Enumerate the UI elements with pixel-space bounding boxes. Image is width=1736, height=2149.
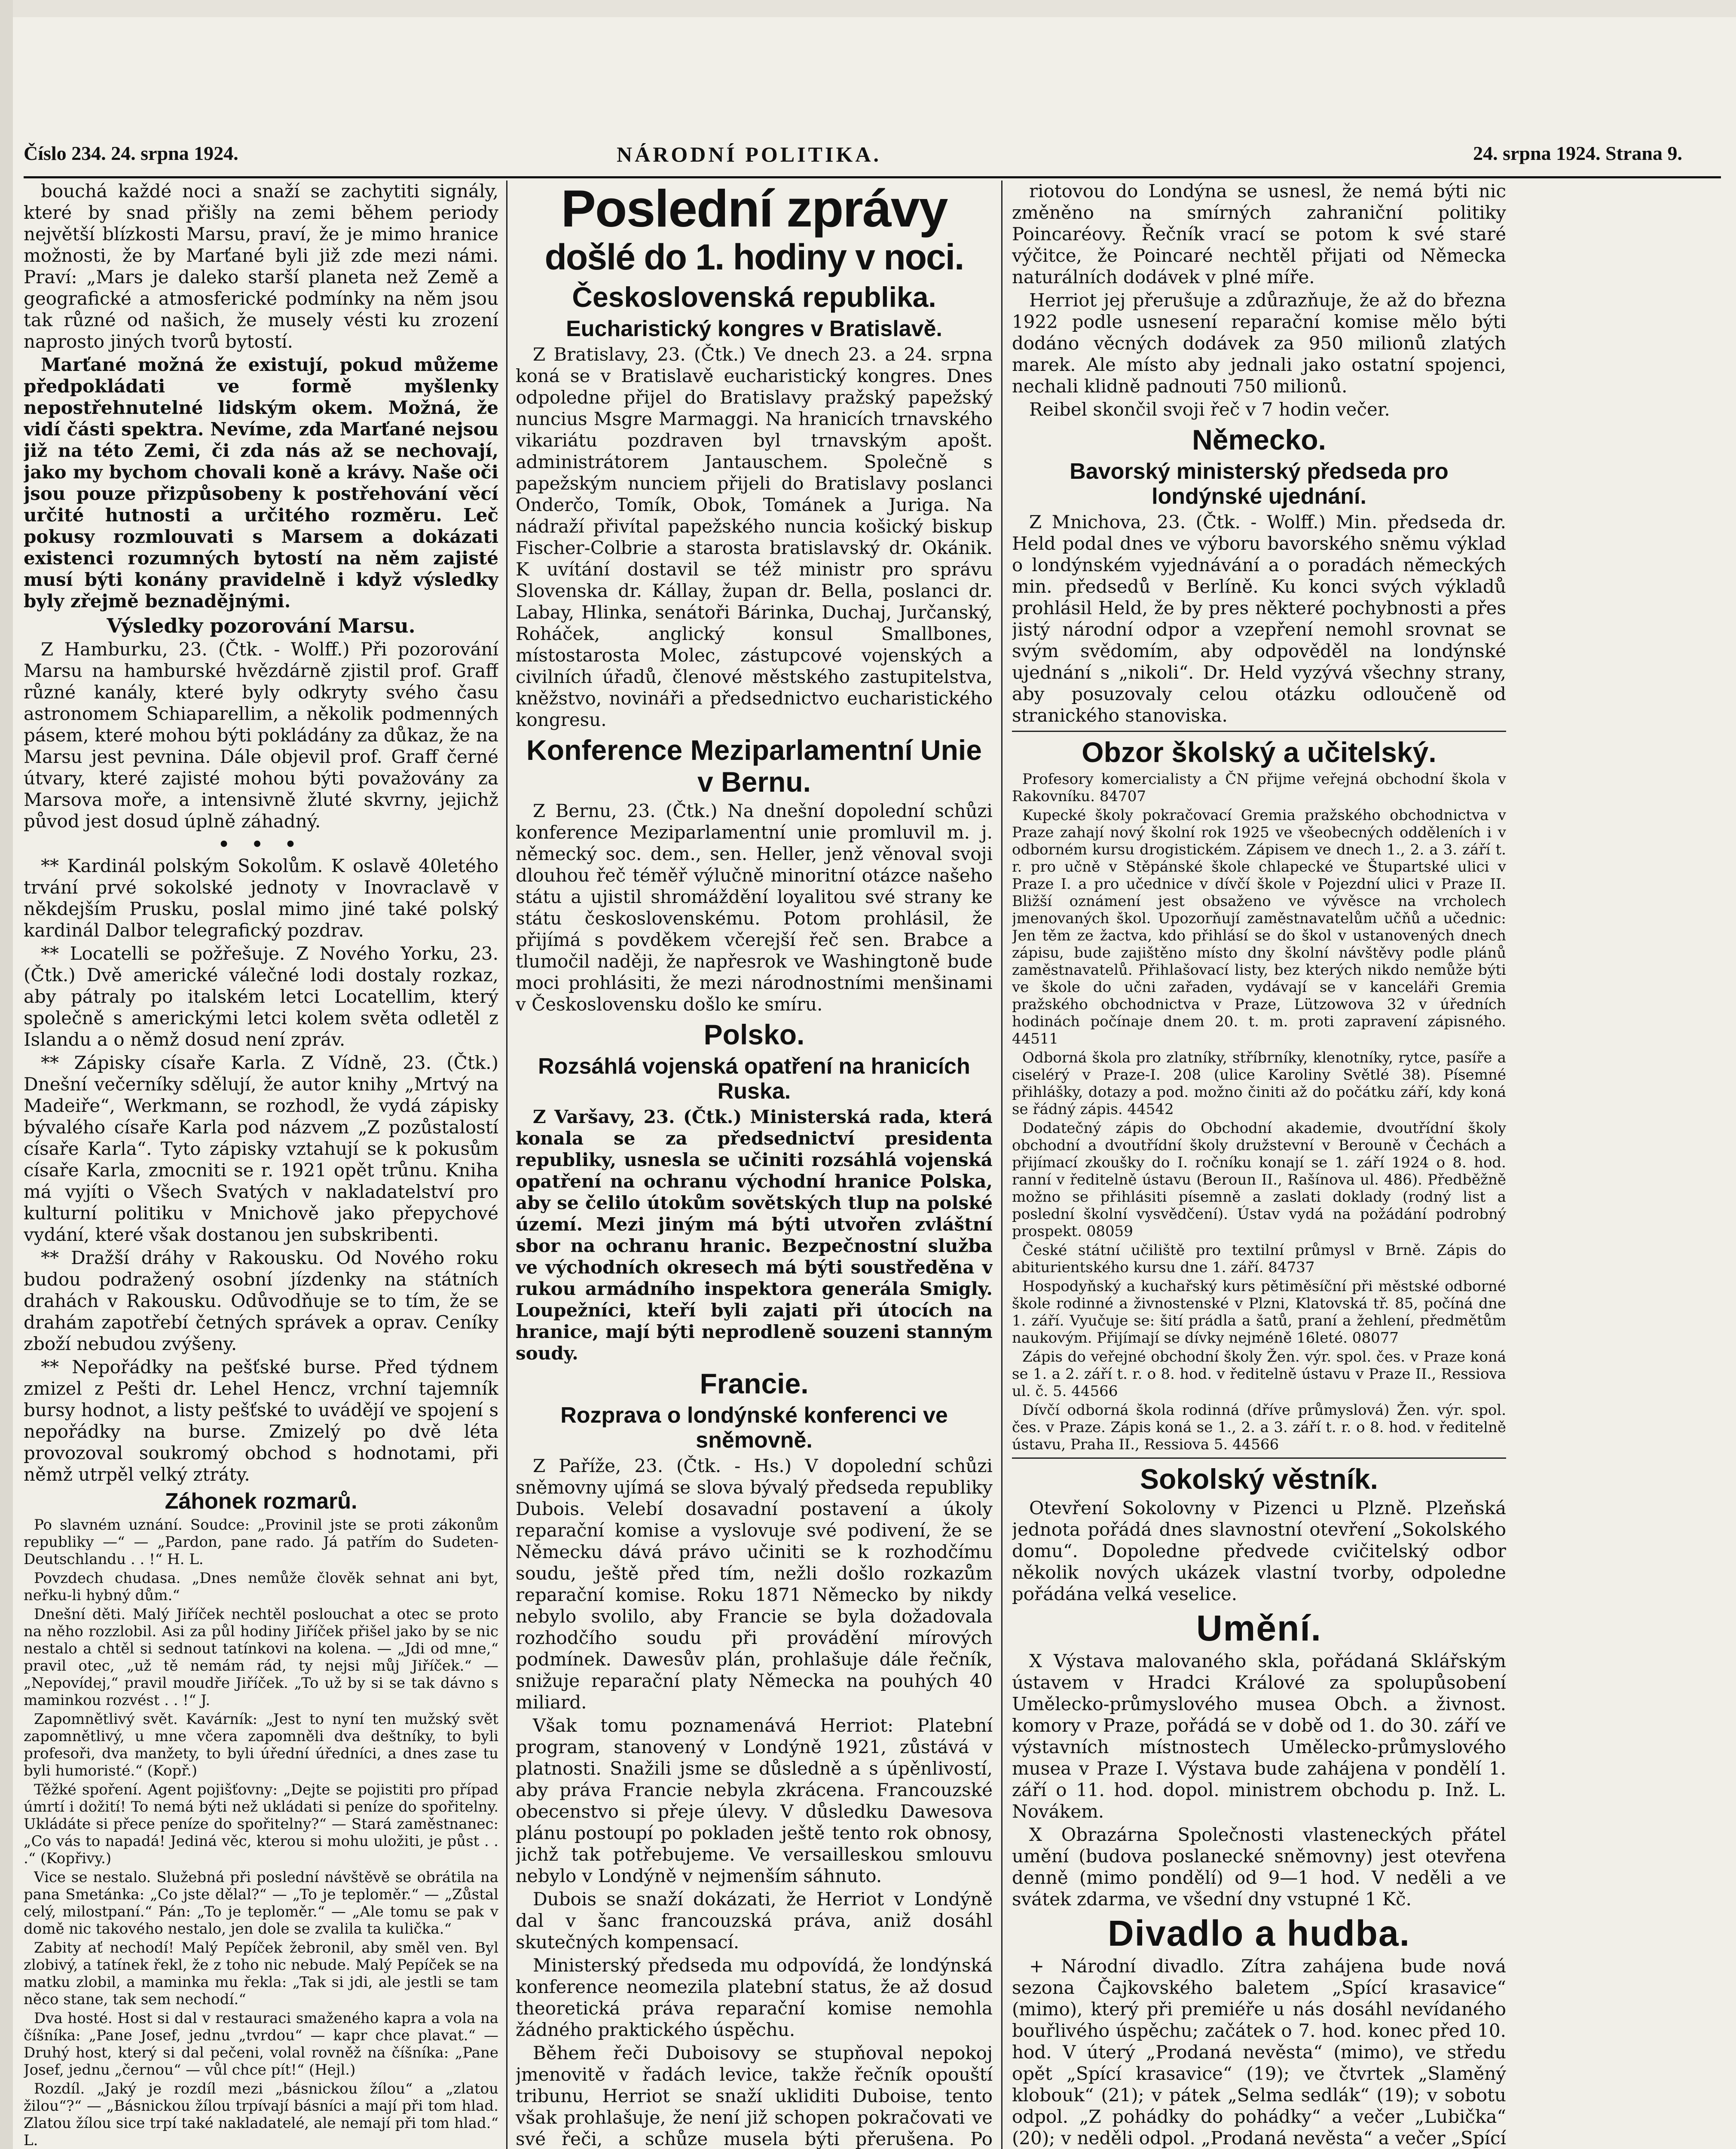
article-paragraph: Herriot jej přerušuje a zdůrazňuje, že až do března 1922 podle usnesení reparační komise mělo býti dodáno věcných dodávek za 950 milionů zlatých marek. Ale místo aby jednali jako ostatní spojenci, nechali klidně padnouti 750 milionů. [1012, 290, 1506, 397]
separator-dots: • • • [218, 834, 304, 855]
article-paragraph: Z Mnichova, 23. (Čtk. - Wolff.) Min. předseda dr. Held podal dnes ve výboru bavorského sněmu výklad o londýnském vyjednávání a o poradách německých min. předsedů v Berlíně. Ku konci svých výkladů prohlásil Held, že by pres některé pochybnosti a přes jistý národní odpor a vzepření nemohl srovnat se svým svědomím, aby odpověděl na londýnské ujednání s „nikoli“. Dr. Held vyzývá všechny strany, aby posuzovaly celou otázku odloučeně od stranického stanoviska. [1012, 511, 1506, 726]
school-ad: Dívčí odborná škola rodinná (dříve průmyslová) Žen. výr. spol. čes. v Praze. Zápis koná se 1., 2. a 3. září t. r. o 8. hod. v ředitelně ústavu, Praha II., Ressiova 5. 44566 [1012, 1402, 1506, 1453]
article-paragraph: X Obrazárna Společnosti vlasteneckých přátel umění (budova poslanecké sněmovny) jest otevřena denně (mimo pondělí) od 9—1 hod. V neděli a ve svátek zdarma, ve všední dny vstupné 1 Kč. [1012, 1824, 1506, 1910]
school-ad: České státní učiliště pro textilní průmysl v Brně. Zápis do abiturientského kursu dne 1. září. 84737 [1012, 1242, 1506, 1276]
joke-item: Rozdíl. „Jaký je rozdíl mezi „básnickou žílou“ a „zlatou žilou“?“ — „Básnickou žílou trpívají básníci a mají při tom hlad. Zlatou žílou sice trpí také nakladatelé, ale nemají při tom hlad.“ L. [24, 2080, 498, 2149]
article-paragraph: Dubois se snaží dokázati, že Herriot v Londýně dal v šanc francouzská práva, aniž dosáhl skutečných kompensací. [516, 1889, 993, 1953]
joke-item: Zapomnětlivý svět. Kavárník: „Jest to nyní ten mužský svět zapomnětlivý, u mne včera zapomněli dva deštníky, to byli profesoři, dva manžety, to byli úřední úředníci, a dnes zase tu byli humoristé.“ (Kopř.) [24, 1711, 498, 1779]
article-paragraph: + Národní divadlo. Zítra zahájena bude nová sezona Čajkovského baletem „Spící krasavice“ (mimo), který při premiéře u nás dosáhl nevídaného bouřlivého úspěchu; začátek o 7. hod. konec před 10. hod. V úterý „Prodaná nevěsta“ (mimo), ve středu opět „Spící krasavice“ (19); ve čtvrtek „Slaměný klobouk“ (21); v pátek „Selma sedlák“ (19); v sobotu odpol. „Z pohádky do pohádky“ a večer „Lubička“ (20); v neděli odpol. „Prodaná nevěsta“ a večer „Spící [1012, 1956, 1506, 2149]
newspaper-title: NÁRODNÍ POLITIKA. [617, 142, 881, 166]
main-headline: Poslední zprávy [561, 181, 947, 238]
column-right [1012, 181, 1506, 2149]
article-paragraph: Reibel skončil svoji řeč v 7 hodin večer. [1029, 399, 1390, 420]
article-paragraph: Však tomu poznamenává Herriot: Platební program, stanovený v Londýně 1921, zůstává v platnosti. Snažili jsme se důsledně a s úpěnlivostí, aby práva Francie nebyla zkrácena. Francouzské obecenstvo si přeje úlevy. V důsledku Dawesova plánu postoupí po pokladen ještě tento rok obnosy, jichž tak potřebujeme. Ve versailleskou smlouvu nebylo v Londýně v nejmenším sáhnuto. [516, 1715, 993, 1886]
page-top-edge [0, 0, 1736, 17]
section-heading: Umění. [1196, 1608, 1322, 1648]
article-heading: Eucharistický kongres v Bratislavě. [566, 316, 942, 341]
section-heading: Obzor školský a učitelský. [1082, 736, 1436, 768]
article-paragraph: Ministerský předseda mu odpovídá, že londýnská konference neomezila platební status, že až dosud theoretická práva reparační komise nemohla žádného praktického úspěchu. [516, 1955, 993, 2040]
school-ad: Odborná škola pro zlatníky, stříbrníky, klenotníky, rytce, pasíře a ciselérý v Praze-I. 208 (ulice Karoliny Světlé 38). Písemné přihlášky, dotazy a pod. možno činiti až do počátku září, kdy koná se řádný zápis. 44542 [1012, 1049, 1506, 1118]
school-ads [1012, 771, 1506, 1453]
main-subheadline: došlé do 1. hodiny v noci. [544, 237, 964, 277]
section-heading: Výsledky pozorování Marsu. [107, 614, 416, 637]
article-paragraph: Z Varšavy, 23. (Čtk.) Ministerská rada, která konala se za předsednictví presidenta republiky, usnesla se učiniti rozsáhlá vojenská opatření na ochranu východní hranice Polska, aby se čelilo útokům sovětských tlup na polské území. Mezi jiným má býti utvořen zvláštní sbor na ochranu hranic. Bezpečnostní služba ve východních okresech má býti soustředěna v rukou armádního inspektora generála Smigly. Loupežníci, kteří byli zajati při útocích na hranice, mají býti neprodleně souzeni stanným soudy. [516, 1106, 993, 1364]
school-ad: Profesory komercialisty a ČN přijme veřejná obchodní škola v Rakovníku. 84707 [1012, 771, 1506, 805]
divider [1012, 731, 1506, 732]
divider [1012, 1457, 1506, 1459]
joke-item: Vice se nestalo. Služebná při poslední návštěvě se obrátila na pana Smetánka: „Co jste dělal?“ — „To je teploměr.“ — „Zůstal celý, milostpaní.“ Pán: „To je teploměr.“ — „Ale tomu se pak v domě nic takového nestalo, jen dole se zvalila ta kulička.“ [24, 1869, 498, 1938]
article-paragraph: Během řeči Duboisovy se stupňoval nepokoj jmenovitě v řadách levice, takže řečník opouští tribunu, Herriot se snaží ukliditi Duboise, tento však prohlašuje, že není již schopen pokračovati ve své řeči, a schůze musela býti přerušena. Po [516, 2042, 993, 2149]
school-ad: Hospodyňský a kuchařský kurs pětiměsíční při městské odborné škole rodinné a živnostenské v Plzni, Klatovská tř. 85, počíná dne 1. září. Vyučuje se: šití prádla a šatů, praní a žehlení, předmětům naukovým. Přijímají se dívky nejméně 16leté. 08077 [1012, 1278, 1506, 1347]
article-heading: Bavorský ministerský předseda pro londýnské ujednání. [1070, 459, 1449, 509]
news-item: ** Zápisky císaře Karla. Z Vídně, 23. (Čtk.) Dnešní večerníky sdělují, že autor knihy „Mrtvý na Madeiře“, Werkmann, se rozhodl, že vydá zápisky bývalého císaře Karla pod názvem „Z pozůstalostí císaře Karla“. Tyto zápisky vztahují se k pokusům císaře Karla, zmocniti se r. 1921 opět trůnu. Kniha má vyjíti o Všech Svatých v nakladatelství pro kulturní politiku v Mnichově jako přepychové vydání, které však dostanou jen subskribenti. [24, 1052, 498, 1245]
article-heading: Konference Meziparlamentní Unie v Bernu. [526, 734, 982, 798]
article-paragraph: Z Bratislavy, 23. (Čtk.) Ve dnech 23. a 24. srpna koná se v Bratislavě eucharistický kongres. Dnes odpoledne přijel do Bratislavy pražský papežský nuncius Msgre Marmaggi. Na hranicích trnavského vikariátu pozdraven byl trnavským apošt. administrátorem Jantauschem. Společně s papežským nunciem přijeli do Bratislavy poslanci Onderčo, Tomík, Obok, Tománek a Juriga. Na nádraží přivítal papežského nuncia košický biskup Fischer-Colbrie a starosta bratislavský dr. Okánik. K uvítání dostavil se též ministr pro správu Slovenska dr. Kállay, župan dr. Bella, poslanci dr. Labay, Hlinka, senátoři Bárinka, Duchaj, Jurčanský, Roháček, anglický konsul Smallbones, místostarosta Molec, zástupcové vojenských a civilních úřadů, členové městského zastupitelstva, kněžstvo, novináři a předsednictvo eucharistického kongresu. [516, 344, 993, 730]
joke-item: Těžké spoření. Agent pojišťovny: „Dejte se pojistiti pro případ úmrtí i dožití! To nemá býti než ukládati si peníze do spořitelny. Ukládáte si přece peníze do spořitelny?“ — Stará zaměstnanec: „Co vás to napadá! Jediná věc, kterou si mohu uložiti, je půst . . .“ (Kopřivy.) [24, 1781, 498, 1867]
joke-item: Dva hosté. Host si dal v restauraci smaženého kapra a vola na číšníka: „Pane Josef, jednu „tvrdou“ — kapr chce plavat.“ — Druhý host, který si dal pečeni, volal rovněž na číšníka: „Pane Josef, jednu „černou“ — vůl chce pít!“ (Hejl.) [24, 2010, 498, 2079]
page-date-number: 24. srpna 1924. Strana 9. [1473, 142, 1682, 164]
article-heading: Rozsáhlá vojenská opatření na hranicích Ruska. [538, 1054, 970, 1104]
article-paragraph: riotovou do Londýna se usnesl, že nemá býti nic změněno na smírných zahraniční politiky Poincaréovy. Řečník vrací se potom k své staré výčitce, že Poincaré nechtěl přijati od Německa naturálních dodávek v plné míře. [1012, 181, 1506, 288]
news-item: ** Nepořádky na pešťské burse. Před týdnem zmizel z Pešti dr. Lehel Hencz, vrchní tajemník bursy hodnot, a listy pešťské to uvádějí ve spojení s nepořádky na burse. Zmizelý po dvě léta provozoval soukromý obchod s hodnotami, při němž utrpěl velký ztráty. [24, 1356, 498, 1485]
section-heading: Záhonek rozmarů. [165, 1489, 358, 1514]
article-paragraph: bouchá každé noci a snaží se zachytiti signály, které by snad přišly na zemi během periody největší blízkosti Marsu, praví, že je mimo hranice možnosti, že by Marťané byli již zde mezi námi. Praví: „Mars je daleko starší planeta než Země a geografické a atmosferické podmínky na něm jsou tak různé od našich, že musely vésti ku zrození naprosto jiných tvorů bytostí. [24, 181, 498, 352]
article-paragraph: Marťané možná že existují, pokud můžeme předpokládati ve formě myšlenky nepostřehnutelné lidským okem. Možná, že vidí části spektra. Nevíme, zda Marťané nejsou již na této Zemi, či zda nás až se nechovají, jako my bychom chovali koně a krávy. Naše oči jsou pouze přizpůsobeny k postřehování věcí určité hutnosti a určitého rozměru. Leč pokusy rozmlouvati s Marsem a dokázati existenci rozumných bytostí na něm zajisté musí býti konány pravidelně i když výsledky byly zřejmě beznadějnými. [24, 354, 498, 612]
joke-item: Po slavném uznání. Soudce: „Provinil jste se proti zákonům republiky —“ — „Pardon, pane rado. Já patřím do Sudeten-Deutschlandu . . !“ H. L. [24, 1516, 498, 1568]
column-left [24, 181, 498, 2149]
school-ad: Kupecké školy pokračovací Gremia pražského obchodnictva v Praze zahají nový školní rok 1925 ve všeobecných odděleních i v odborném kursu drogistickém. Zápisem ve dnech 1., 2. a 3. září t. r. pro učně v Stěpánské škole chlapecké ve Štupartské ulici v Praze I. a pro učednice v dívčí škole v Pojezdní ulici v Praze II. Bližší oznámení jest obsaženo ve vývěsce na vrcholech jmenovaných škol. Upozorňují zaměstnavatelům učňů a učednic: Jen těm ze žactva, kdo přihlásí se do škol v ustanovených dnech zápisu, bude zajištěno místo dny školní návštěvy podle plánů zaměstnavatelů. Přihlašovací listy, bez kterých nikdo nemůže býti ve škole do učni zařaden, vydávají se v kanceláři Gremia pražského obchodnictva v Praze, Lützowova 32 v úředních hodinách počínaje dnem 20. t. m. proti zapravení zápisného. 44511 [1012, 807, 1506, 1047]
school-ad: Zápis do veřejné obchodní školy Žen. výr. spol. čes. v Praze koná se 1. a 2. září t. r. o 8. hod. v ředitelně ústavu v Praze II., Ressiova ul. č. 5. 44566 [1012, 1348, 1506, 1400]
section-heading: Sokolský věstník. [1140, 1463, 1378, 1495]
joke-item: Zabity ať nechodí! Malý Pepíček žebronil, aby směl ven. Byl zlobivý, a tatínek řekl, že z toho nic nebude. Malý Pepíček se na matku zlobil, a maminka mu řekla: „Tak si jdi, ale jestli se tam něco stane, tak sem nechodí.“ [24, 1939, 498, 2008]
joke-item: Povzdech chudasa. „Dnes nemůže člověk sehnat ani byt, neřku-li hybný dům.“ [24, 1570, 498, 1604]
column-divider [506, 181, 507, 2149]
article-heading: Rozprava o londýnské konferenci ve sněmovně. [560, 1403, 948, 1453]
section-heading: Polsko. [703, 1019, 805, 1050]
joke-item: Dnešní děti. Malý Jiříček nechtěl poslouchat a otec se proto na něho rozzlobil. Asi za půl hodiny Jiříček přišel jako by se nic nestalo a chtěl si sednout tatínkovi na kolena. — „Jdi od mne,“ pravil otec, „už tě nemám rád, ty nejsi můj Jiříček.“ — „Nepovídej,“ pravil moudře Jiříček. „To už by si se tak dávno s maminkou rozvést . . !“ J. [24, 1606, 498, 1709]
news-item: ** Locatelli se požřešuje. Z Nového Yorku, 23. (Čtk.) Dvě americké válečné lodi dostaly rozkaz, aby pátraly po italském letci Locatellim, který společně s americkými letci kolem světa odletěl z Islandu a o němž dosud není zpráv. [24, 943, 498, 1050]
issue-number: Číslo 234. 24. srpna 1924. [24, 142, 238, 164]
page-left-edge [0, 0, 13, 2149]
news-item: ** Kardinál polským Sokolům. K oslavě 40letého trvání prvé sokolské jednoty v Inovraclavě v někdejším Prusku, poslal mimo jiné také polský kardinál Dalbor telegrafický pozdrav. [24, 855, 498, 941]
humor-section [24, 1516, 498, 2149]
article-paragraph: Z Hamburku, 23. (Čtk. - Wolff.) Při pozorování Marsu na hamburské hvězdárně zjistil prof. Graff různé kanály, které byly odkryty svého času astronomem Schiaparellim, a několik podmenných pásem, které mohou býti pokládány za důkaz, že na Marsu jest pevnina. Dále objevil prof. Graff černé útvary, které zajisté mohou býti považovány za Marsova moře, a intensivně žluté skvrny, jejichž původ jest dosud úplně záhadný. [24, 639, 498, 832]
column-middle [516, 181, 993, 2149]
masthead [24, 138, 1721, 178]
news-item: ** Dražší dráhy v Rakousku. Od Nového roku budou podražený osobní jízdenky na státních drahách v Rakousku. Odůvodňuje se to tím, že se drahám zapotřebí četných správek a oprav. Ceníky zboží nebudou zvýšeny. [24, 1247, 498, 1354]
school-ad: Dodatečný zápis do Obchodní akademie, dvoutřídní školy obchodní a dvoutřídní školy družstevní v Berouně v Čechách a přijímací zkoušky do I. ročníku konají se 1. září 1924 o 8. hod. ranní v ředitelně ústavu (Beroun II., Rašínova ul. 486). Předběžně možno se přihlásiti písemně a zaslati doklady (rodný list a poslední školní vysvědčení). Ústav vydá na požádání podrobný prospekt. 08059 [1012, 1120, 1506, 1240]
article-paragraph: Otevření Sokolovny v Pizenci u Plzně. Plzeňská jednota pořádá dnes slavnostní otevření „Sokolského domu“. Dopoledne předvede cvičitelský odbor několik nových ukázek vlastní tvorby, odpoledne pořádána velká veselice. [1012, 1497, 1506, 1604]
section-heading: Divadlo a hudba. [1107, 1913, 1411, 1953]
article-paragraph: Z Bernu, 23. (Čtk.) Na dnešní dopolední schůzi konference Meziparlamentní unie promluvil m. j. německý soc. dem., sen. Heller, jenž věnoval svoji dlouhou řeč téměř výlučně minoritní otázce našeho státu a ujistil shromáždění loyalitou své strany ke státu československému. Potom prohlásil, že přijímá s povděkem včerejší řeč sen. Brabce a tlumočil naději, že napřesrok ve Washingtoně bude moci prohlásiti, že mezi národnostními menšinami v Československu došlo ke smíru. [516, 800, 993, 1015]
article-paragraph: Z Paříže, 23. (Čtk. - Hs.) V dopolední schůzi sněmovny ujímá se slova bývalý předseda republiky Dubois. Velebí dosavadní postavení a úkoly reparační komise a vyslovuje své podivení, že se Německu dává právo učiniti se k rozhodčímu soudu, ještě před tím, nežli došlo rozkazům reparační komise. Roku 1871 Německo by nikdy nebylo svolilo, aby Francie se byla dožadovala rozhodčího soudu při provádění mírových podmínek. Dawesův plán, prohlašuje dále řečník, snižuje reparační platy Německa na pouhých 40 miliard. [516, 1455, 993, 1713]
article-paragraph: X Výstava malovaného skla, pořádaná Sklářským ústavem v Hradci Králové za spolupůsobení Umělecko-průmyslového musea Obch. a živnost. komory v Praze, pořádá se v době od 1. do 30. září ve výstavních místnostech Umělecko-průmyslového musea v Praze I. Výstava bude zahájena v pondělí 1. září o 11. hod. dopol. ministrem obchodu p. Inž. L. Novákem. [1012, 1650, 1506, 1822]
section-heading: Československá republika. [572, 281, 936, 313]
section-heading: Německo. [1192, 424, 1326, 456]
section-heading: Francie. [700, 1368, 809, 1399]
column-divider [1001, 181, 1002, 2149]
